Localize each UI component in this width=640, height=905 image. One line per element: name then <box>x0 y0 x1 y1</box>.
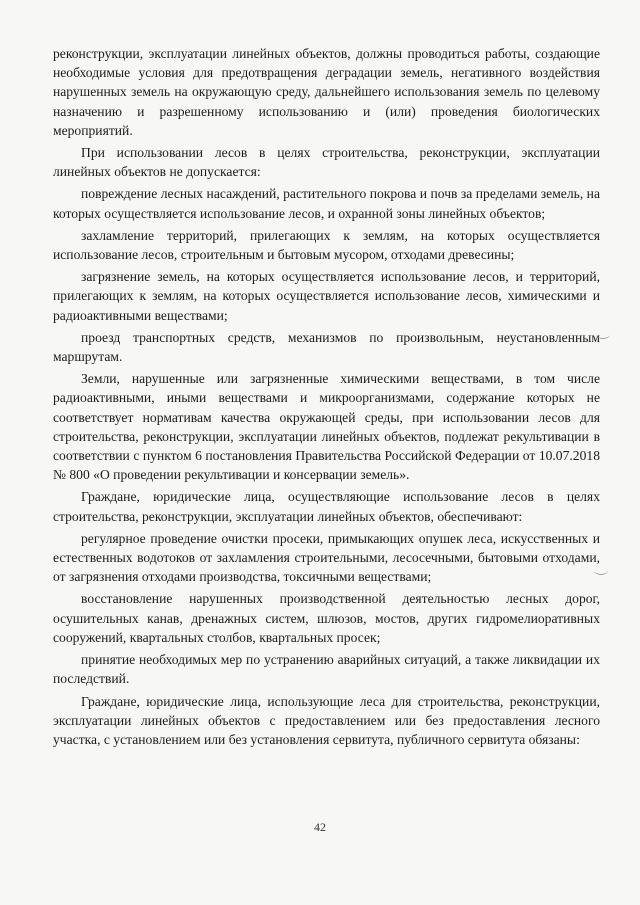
paragraph-prohibitions-intro: При использовании лесов в целях строительства, реконструкции, эксплуатации линейных объектов не допускается: <box>53 145 600 180</box>
paragraph-damage: повреждение лесных насаждений, растительного покрова и почв за пределами земель, на которых осуществляется использование лесов, и охранной зоны линейных объектов; <box>53 186 600 221</box>
paragraph-emergency: принятие необходимых мер по устранению аварийных ситуаций, а также ликвидации их последствий. <box>53 652 600 687</box>
scan-mark <box>594 566 608 575</box>
paragraph-obligations-intro: Граждане, юридические лица, осуществляющие использование лесов в целях строительства, реконструкции, эксплуатации линейных объектов, обеспечивают: <box>53 489 600 524</box>
paragraph-clearing: регулярное проведение очистки просеки, примыкающих опушек леса, искусственных и естественных водотоков от захламления строительными, лесосечными, бытовыми отходами, от загрязнения отходами производства, токсичными веществами; <box>53 530 600 585</box>
paragraph-vehicle-passage: проезд транспортных средств, механизмов по произвольным, неустановленным маршрутам. <box>53 329 600 365</box>
paragraph-pollution: загрязнение земель, на которых осуществляется использование лесов, и территорий, прилегающих к землям, на которых осуществляется использование лесов, химическими и радиоактивными веществами; <box>53 269 600 323</box>
paragraph-littering: захламление территорий, прилегающих к землям, на которых осуществляется использование лесов, строительным и бытовым мусором, отходами древесины; <box>53 227 600 263</box>
document-body <box>53 44 600 749</box>
paragraph-users-obligations: Граждане, юридические лица, использующие леса для строительства, реконструкции, эксплуатации линейных объектов с предоставлением или без предоставления лесного участка, с установлением или без установления сервитута, публичного сервитута обязаны: <box>53 693 600 747</box>
paragraph-restoration: восстановление нарушенных производственной деятельностью лесных дорог, осушительных канав, дренажных систем, шлюзов, мостов, других гидромелиоративных сооружений, квартальных столбов, квартальных просек; <box>53 591 600 645</box>
paragraph-recultivation: Земли, нарушенные или загрязненные химическими веществами, в том числе радиоактивными, иными веществами и микроорганизмами, содержание которых не соответствует нормативам качества окружающей среды, при использовании лесов для строительства, реконструкции, эксплуатации линейных объектов, подлежат рекультивации в соответствии с пунктом 6 постановления Правительства Российской Федерации от 10.07.2018 № 800 «О проведении рекультивации и консервации земель». <box>53 371 600 483</box>
page-number: 42 <box>314 820 326 834</box>
scan-mark <box>596 330 610 339</box>
paragraph-continuation: реконструкции, эксплуатации линейных объектов, должны проводиться работы, создающие необходимые условия для предотвращения деградации земель, негативного воздействия нарушенных земель на окружающую среду, дальнейшего использования земель по целевому назначению и разрешенному использованию и (или) проведения биологических мероприятий. <box>53 46 600 138</box>
